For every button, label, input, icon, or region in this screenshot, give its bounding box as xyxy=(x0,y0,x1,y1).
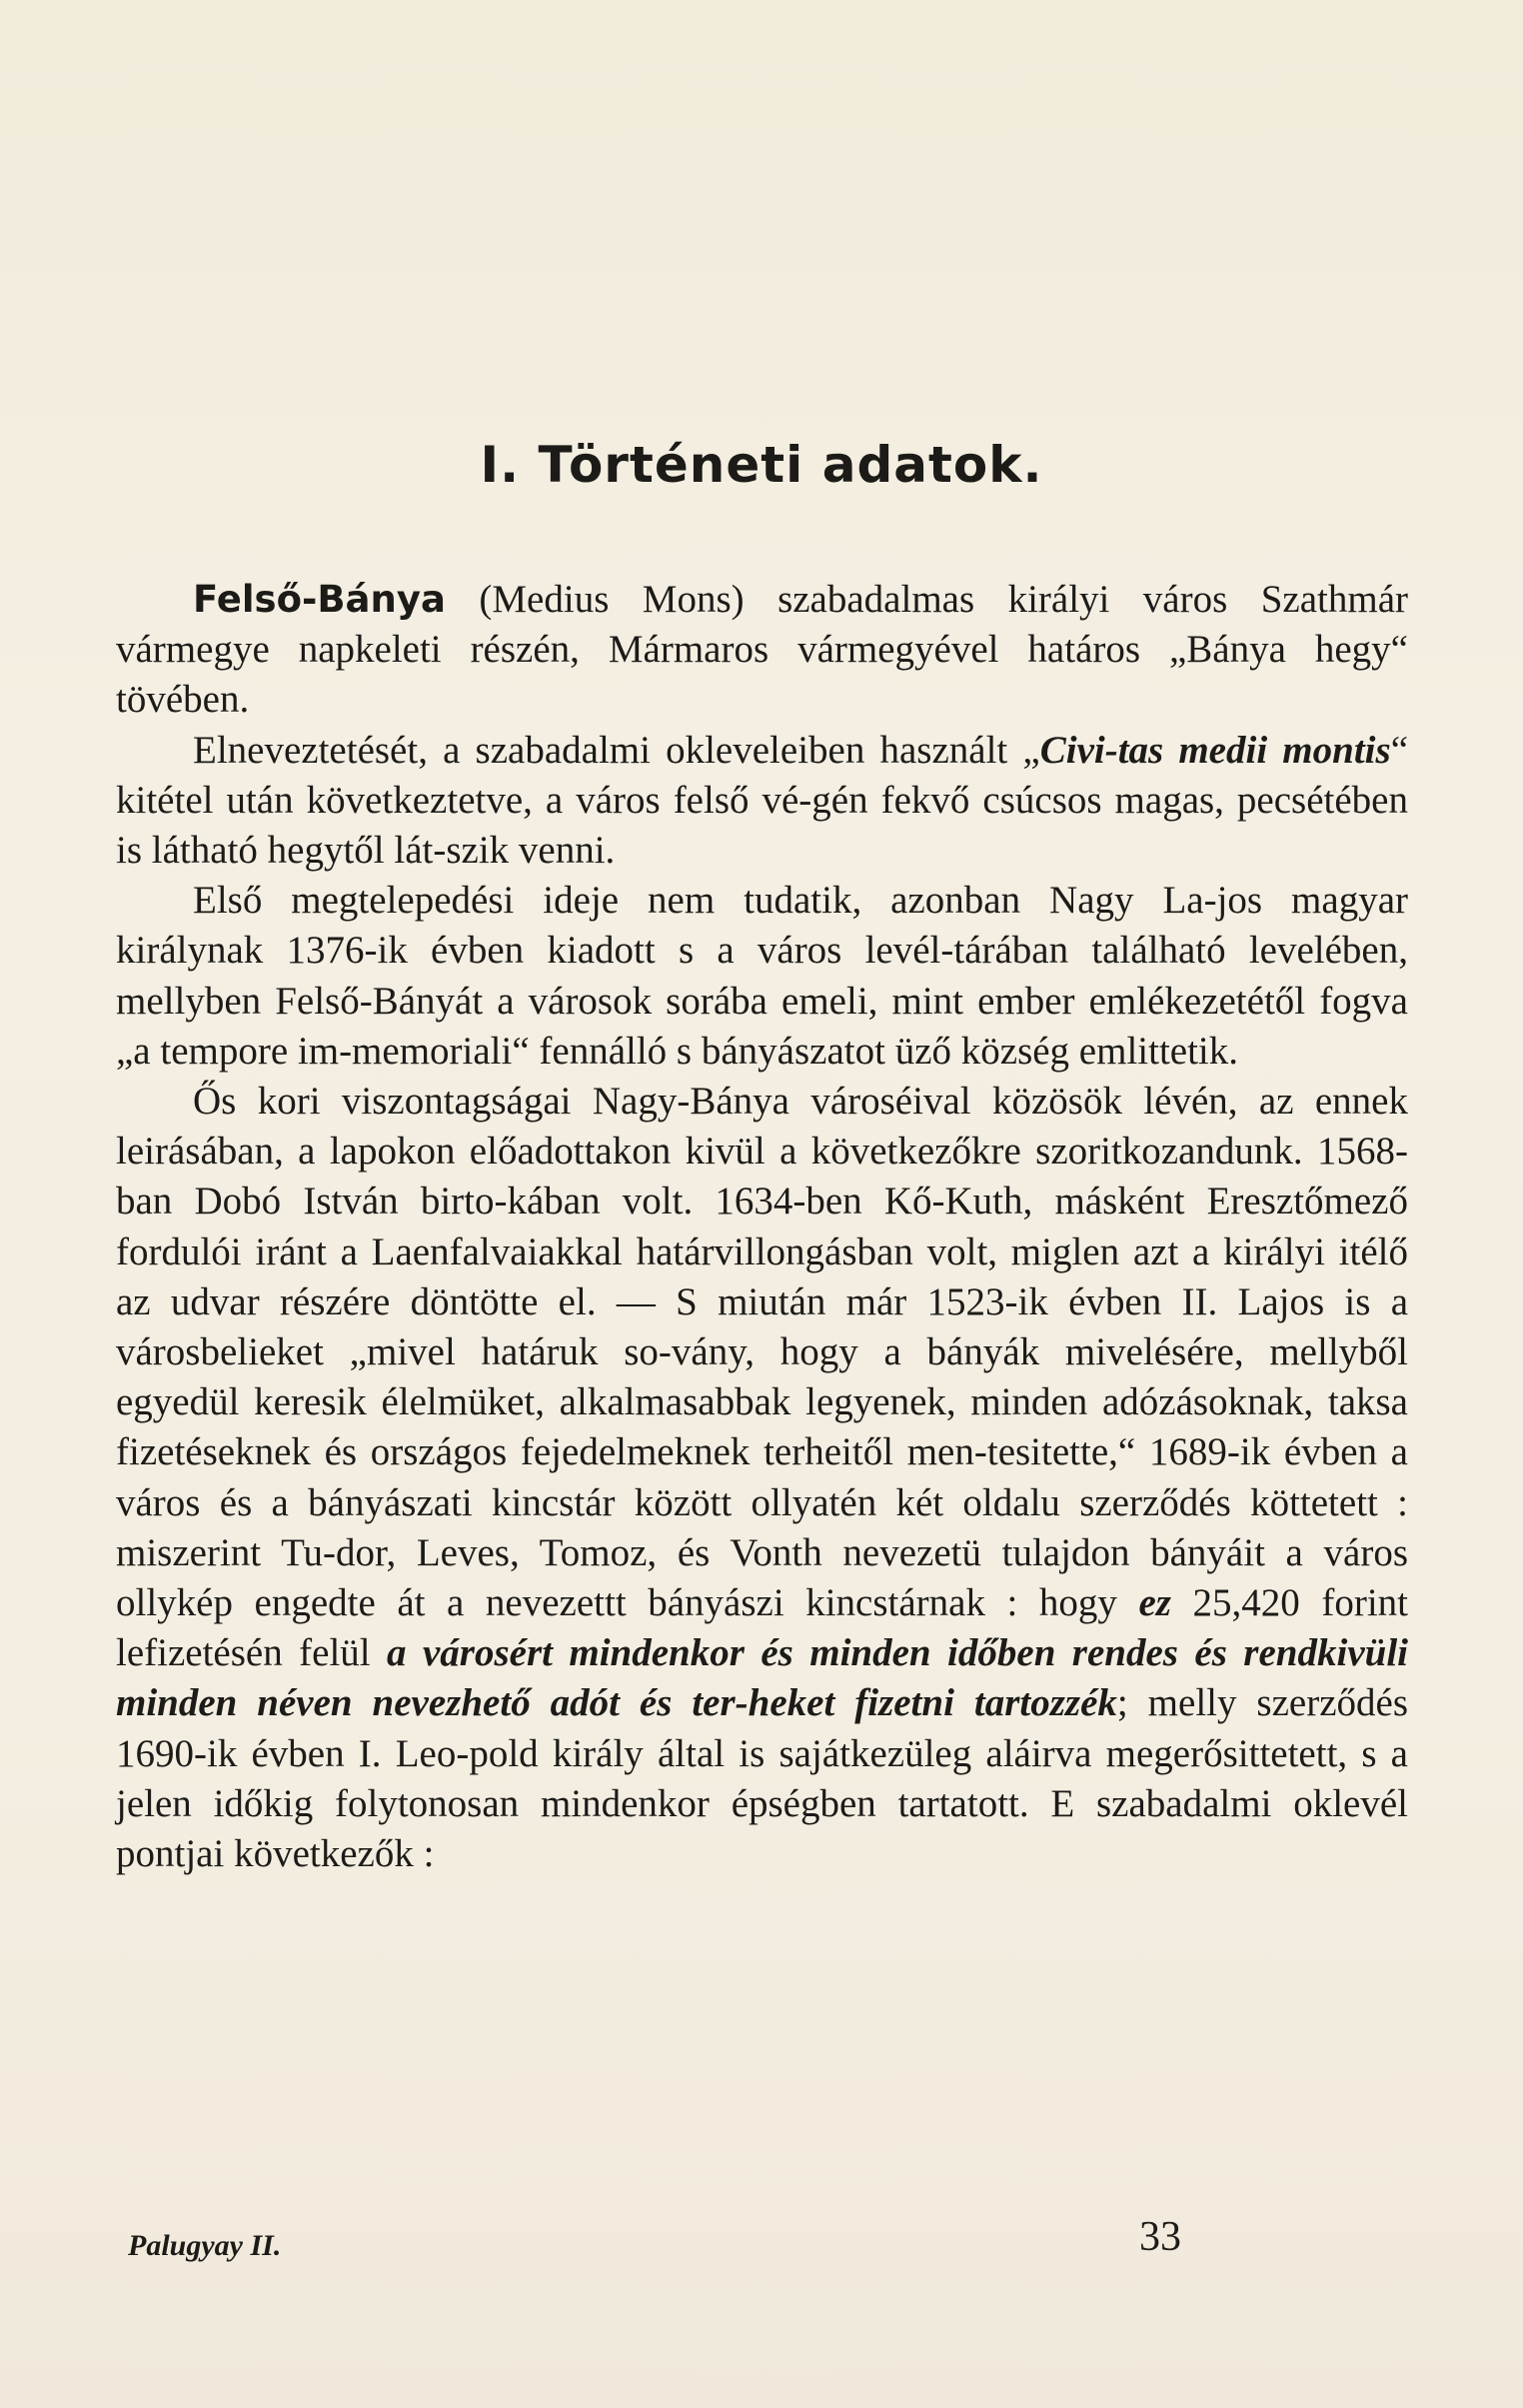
latin-quote: Civi-tas medii montis xyxy=(1039,728,1391,772)
paragraph-2 xyxy=(116,726,1408,877)
paragraph-4 xyxy=(116,1077,1408,1879)
paragraph-2-text-b: “ kitétel után következtetve, a város felső vé-gén fekvő csúcsos magas, pecsétében is látható hegytől lát-szik venni. xyxy=(116,728,1408,873)
paragraph-2-text-a: Elneveztetését, a szabadalmi okleveleiben használt „ xyxy=(193,728,1040,772)
lead-term: Felső-Bánya xyxy=(193,578,446,621)
paragraph-3 xyxy=(116,876,1408,1077)
signature-mark: Palugyay II. xyxy=(128,2229,282,2262)
paragraph-1 xyxy=(116,575,1408,726)
chapter-heading: I. Történeti adatok. xyxy=(480,436,1043,494)
italic-word: ez xyxy=(1138,1581,1171,1625)
emphasized-clause: a városért mindenkor és minden időben rendes és rendkivüli minden néven nevezhető adót és ter-heket fizetni tartozzék xyxy=(116,1631,1408,1725)
paragraph-4-text-b: 25,420 forint lefizetésén felül xyxy=(116,1581,1408,1675)
paragraph-3-text: Első megtelepedési ideje nem tudatik, azonban Nagy La-jos magyar királynak 1376-ik évben kiadott s a város levél-tárában található levelében, mellyben Felső-Bányát a városok sorába emeli, mint ember emlékezetétől fogva „a tempore im-memoriali“ fennálló s bányászatot üző község emlittetik. xyxy=(116,879,1408,1073)
body-text xyxy=(116,575,1408,1879)
paragraph-4-text-c: ; melly szerződés 1690-ik évben I. Leo-pold király által is sajátkezüleg aláirva megerősittetett, s a jelen időkig folytonosan mindenkor épségben tartatott. E szabadalmi oklevél pontjai következők : xyxy=(116,1681,1409,1876)
page-number: 33 xyxy=(1139,2214,1181,2260)
paragraph-4-text-a: Ős kori viszontagságai Nagy-Bánya városéival közösök lévén, az ennek leirásában, a lapokon előadottakon kivül a következőkre szoritkozandunk. 1568-ban Dobó István birto-kában volt. 1634-ben Kő-Kuth, másként Eresztőmező fordulói iránt a Laenfalvaiakkal határvillongásban volt, miglen azt a királyi itélő az udvar részére döntötte el. — S miután már 1523-ik évben II. Lajos is a városbelieket „mivel határuk so-vány, hogy a bányák mivelésére, mellyből egyedül keresik élelmüket, alkalmasabbak legyenek, minden adózásoknak, taksa fizetéseknek és országos fejedelmeknek terheitől men-tesitette,“ 1689-ik évben a város és a bányászati kincstár között ollyatén két oldalu szerződés köttetett : miszerint Tu-dor, Leves, Tomoz, és Vonth nevezetü tulajdon bányáit a város ollykép engedte át a nevezettt bányászi kincstárnak : hogy xyxy=(116,1080,1408,1625)
paragraph-1-text: (Medius Mons) szabadalmas királyi város Szathmár vármegye napkeleti részén, Mármaros vármegyével határos „Bánya hegy“ tövében. xyxy=(116,578,1408,722)
